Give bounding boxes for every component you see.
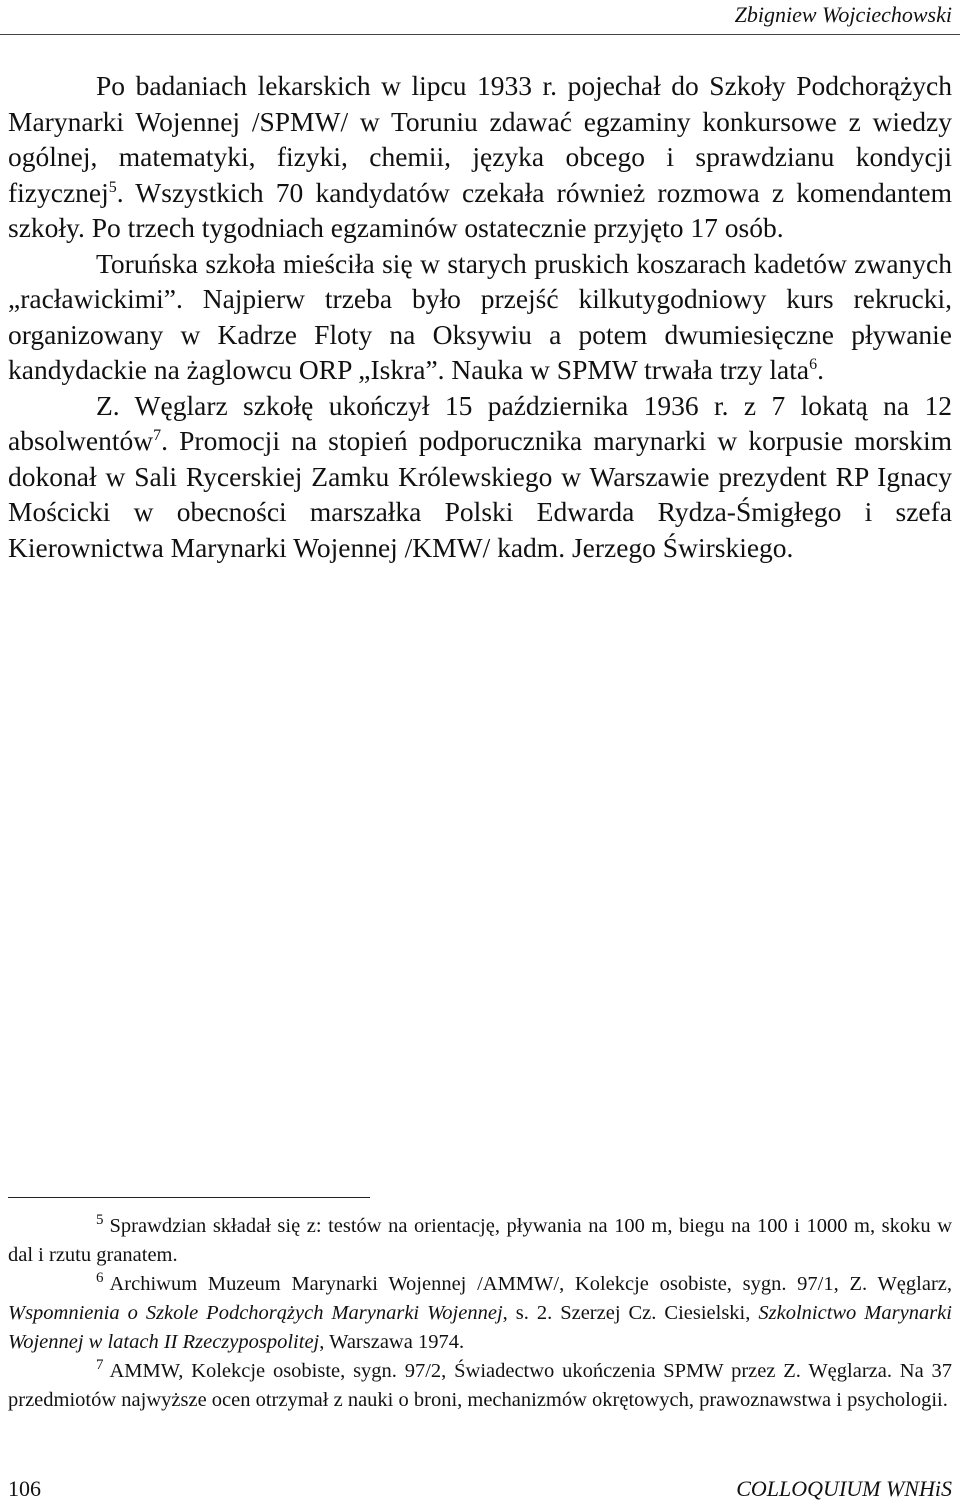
footnote-5 (8, 1212, 952, 1270)
footnote-6-text-c: , Warszawa 1974. (319, 1331, 465, 1353)
journal-name: COLLOQUIUM WNHiS (736, 1476, 952, 1501)
paragraph-1-text-b: . Wszystkich 70 kandydatów czekała również rozmowa z komendantem szkoły. Po trzech tygodniach egzaminów ostatecznie przyjęto 17 osób. (8, 176, 952, 243)
footnote-6 (8, 1270, 952, 1357)
footnotes (8, 1212, 952, 1415)
paragraph-2-text-a: Toruńska szkoła mieściła się w starych pruskich koszarach kadetów zwanych „racławickimi”. Najpierw trzeba było przejść kilkutygodniowy kurs rekrucki, organizowany w Kadrze Floty na Oksywiu a potem dwumiesięczne pływanie kandydackie na żaglowcu ORP „Iskra”. Nauka w SPMW trwała trzy lata (8, 247, 952, 385)
footnote-ref-7[interactable]: 7 (153, 426, 162, 444)
footnote-6-title-1: Wspomnienia o Szkole Podchorążych Marynarki Wojennej (8, 1302, 503, 1324)
footnote-7-number: 7 (96, 1357, 104, 1374)
footnote-ref-6[interactable]: 6 (809, 355, 818, 373)
paragraph-1 (8, 68, 952, 246)
paragraph-1-text-a: Po badaniach lekarskich w lipcu 1933 r. pojechał do Szkoły Podchorążych Marynarki Wojennej /SPMW/ w Toruniu zdawać egzaminy konkursowe z wiedzy ogólnej, matematyki, fizyki, chemii, języka obcego i sprawdzianu kondycji fizycznej (8, 70, 952, 208)
running-head-author: Zbigniew Wojciechowski (734, 2, 952, 27)
footnote-7-text: AMMW, Kolekcje osobiste, sygn. 97/2, Świadectwo ukończenia SPMW przez Z. Węglarza. Na 37 przedmiotów najwyższe ocen otrzymał z nauki o broni, mechanizmów okrętowych, prawoznawstwa i psychologii. (8, 1360, 952, 1411)
footnote-5-number: 5 (96, 1212, 104, 1229)
main-text (8, 68, 952, 565)
paragraph-3 (8, 388, 952, 566)
footnote-5-text: Sprawdzian składał się z: testów na orientację, pływania na 100 m, biegu na 100 i 1000 m, skoku w dal i rzutu granatem. (8, 1215, 952, 1266)
footnote-6-text-b: , s. 2. Szerzej Cz. Ciesielski, (502, 1302, 759, 1324)
footnote-separator (8, 1197, 370, 1198)
page-number: 106 (8, 1476, 41, 1501)
header-rule (0, 34, 960, 35)
footnote-6-text-a: Archiwum Muzeum Marynarki Wojennej /AMMW/, Kolekcje osobiste, sygn. 97/1, Z. Węglarz, (109, 1273, 952, 1295)
footnote-7 (8, 1357, 952, 1415)
paragraph-2 (8, 246, 952, 388)
paragraph-2-text-b: . (817, 354, 824, 385)
footnote-6-number: 6 (96, 1270, 104, 1287)
paragraph-3-text-a: Z. Węglarz szkołę ukończył 15 października 1936 r. z 7 lokatą na 12 absolwentów (8, 389, 952, 456)
footnote-ref-5[interactable]: 5 (108, 178, 117, 196)
footnote-6-title-2: Szkolnictwo Marynarki Wojennej w latach II Rzeczypospolitej (8, 1302, 952, 1353)
paragraph-3-text-b: . Promocji na stopień podporucznika marynarki w korpusie morskim dokonał w Sali Rycerskiej Zamku Królewskiego w Warszawie prezydent RP Ignacy Mościcki w obecności marszałka Polski Edwarda Rydza-Śmigłego i szefa Kierownictwa Marynarki Wojennej /KMW/ kadm. Jerzego Świrskiego. (8, 425, 952, 563)
